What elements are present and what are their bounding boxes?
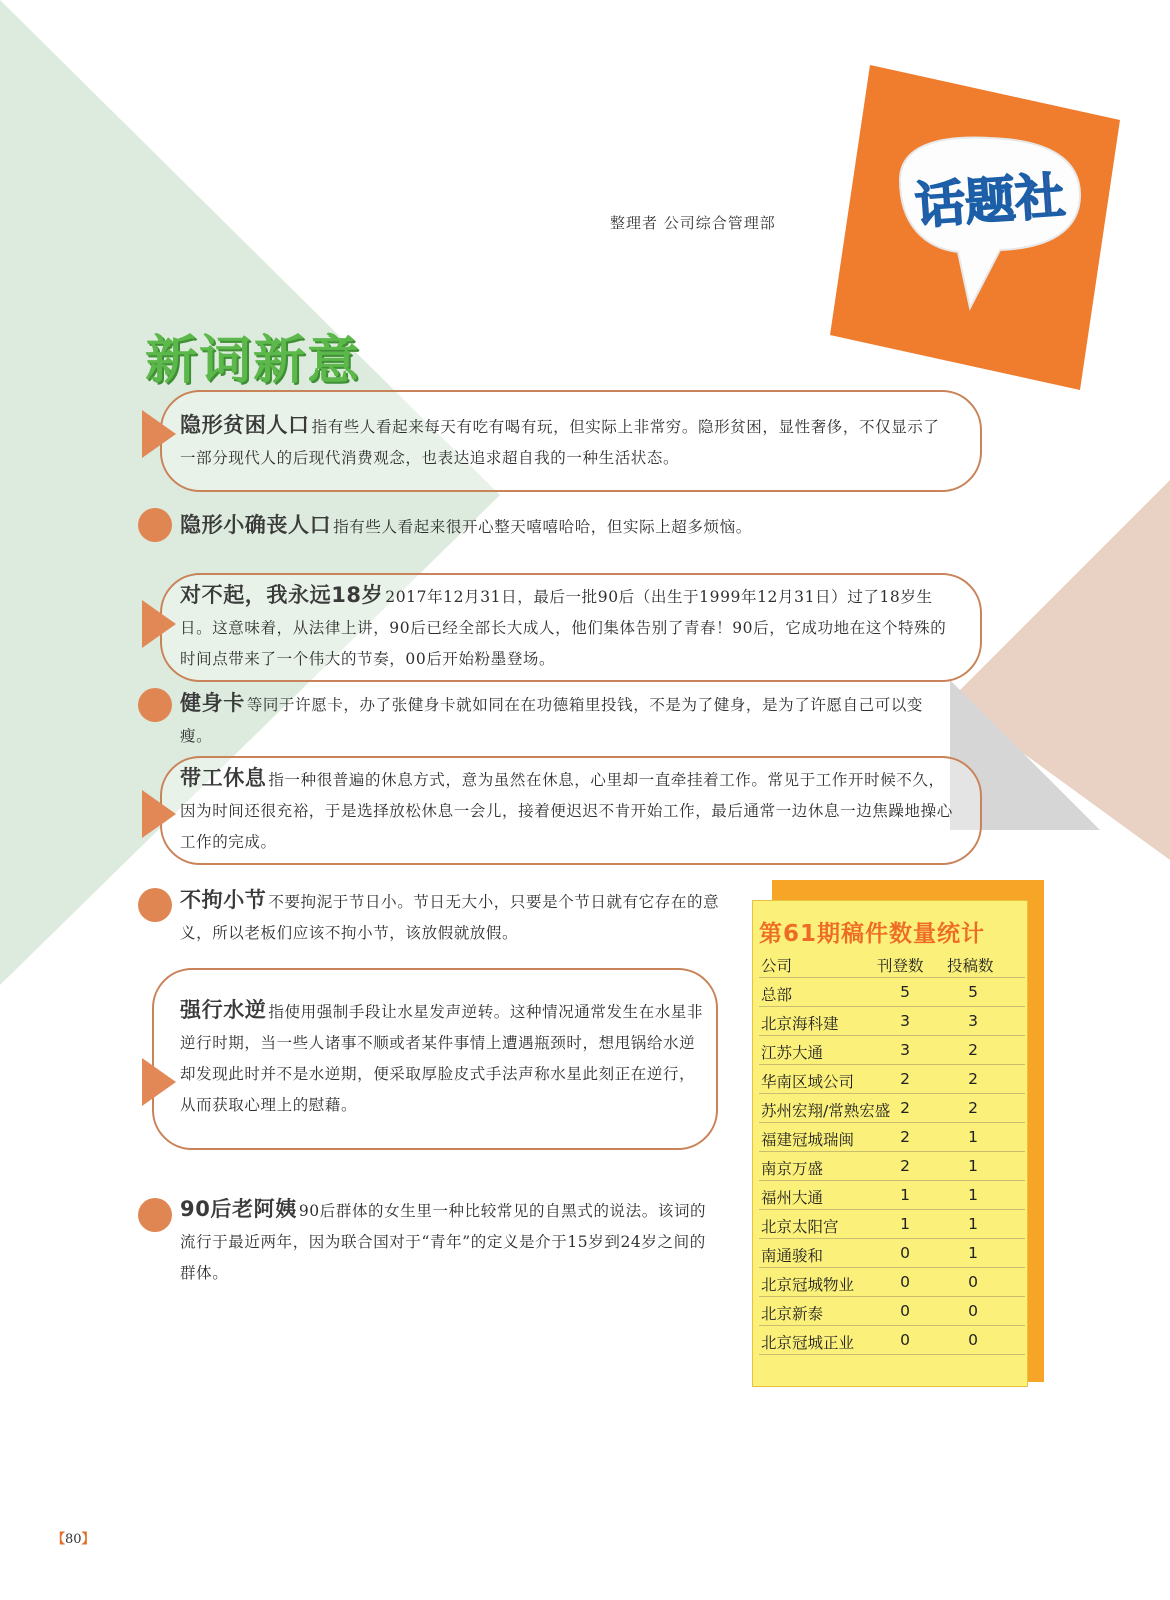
row-published: 0 (900, 1302, 910, 1320)
row-company: 南通骏和 (761, 1247, 824, 1265)
row-published: 2 (900, 1157, 910, 1175)
row-published: 0 (900, 1273, 910, 1291)
entry-term: 强行水逆 (180, 998, 267, 1022)
entry-term: 隐形小确丧人口 (180, 513, 332, 537)
entry-text: 指有些人看起来很开心整天嘻嘻哈哈，但实际上超多烦恼。 (333, 518, 752, 536)
row-submitted: 1 (968, 1157, 978, 1175)
row-published: 1 (900, 1186, 910, 1204)
row-submitted: 3 (968, 1012, 978, 1030)
row-submitted: 0 (968, 1302, 978, 1320)
entry-term: 带工休息 (180, 766, 267, 790)
row-submitted: 2 (968, 1070, 978, 1088)
table-row (759, 1209, 1025, 1239)
row-company: 苏州宏翔/常熟宏盛 (761, 1102, 891, 1120)
header-published: 刊登数 (877, 957, 924, 975)
speech-bubble-icon (830, 60, 1130, 390)
header-submitted: 投稿数 (947, 957, 994, 975)
row-submitted: 1 (968, 1244, 978, 1262)
bullet-dot-icon (138, 508, 172, 542)
pointer-arrow-icon (142, 410, 176, 458)
entry-text: 90后群体的女生里一种比较常见的自黑式的说法。该词的流行于最近两年，因为联合国对于“青年”的定义是介于15岁到24岁之间的群体。 (180, 1202, 707, 1282)
section-title: 新词新意 (145, 331, 362, 391)
table-row (759, 1035, 1025, 1065)
table-row (759, 1296, 1025, 1326)
row-company: 福州大通 (761, 1189, 824, 1207)
row-company: 江苏大通 (761, 1044, 824, 1062)
entry-term: 90后老阿姨 (180, 1197, 297, 1221)
entry-text: 等同于许愿卡，办了张健身卡就如同在在功德箱里投钱，不是为了健身，是为了许愿自己可以变瘦。 (180, 696, 924, 745)
table-row (759, 1267, 1025, 1297)
table-row (759, 1093, 1025, 1123)
entry-1 (180, 410, 950, 474)
row-company: 北京冠城正业 (761, 1334, 855, 1352)
pointer-arrow-icon (142, 790, 176, 838)
row-company: 北京海科建 (761, 1015, 839, 1033)
entry-text: 指一种很普遍的休息方式，意为虽然在休息，心里却一直牵挂着工作。常见于工作开时候不久，因为时间还很充裕，于是选择放松休息一会儿，接着便迟迟不肯开始工作，最后通常一边休息一边焦躁地操心工作的完成。 (180, 771, 953, 851)
bullet-dot-icon (138, 1198, 172, 1232)
row-company: 南京万盛 (761, 1160, 824, 1178)
stats-header (759, 948, 1025, 978)
entry-7 (180, 995, 710, 1121)
table-row (759, 977, 1025, 1007)
entry-3 (180, 580, 955, 675)
entry-text: 不要拘泥于节日小。节日无大小，只要是个节日就有它存在的意义，所以老板们应该不拘小节，该放假就放假。 (180, 893, 720, 942)
logo (830, 60, 1130, 390)
bullet-dot-icon (138, 688, 172, 722)
bullet-dot-icon (138, 888, 172, 922)
row-submitted: 1 (968, 1128, 978, 1146)
row-published: 2 (900, 1070, 910, 1088)
row-published: 5 (900, 983, 910, 1001)
table-row (759, 1064, 1025, 1094)
row-submitted: 2 (968, 1041, 978, 1059)
row-published: 1 (900, 1215, 910, 1233)
row-submitted: 1 (968, 1186, 978, 1204)
table-row (759, 1006, 1025, 1036)
row-submitted: 1 (968, 1215, 978, 1233)
row-company: 总部 (761, 986, 793, 1004)
table-row (759, 1151, 1025, 1181)
row-published: 2 (900, 1128, 910, 1146)
entry-text: 2017年12月31日，最后一批90后（出生于1999年12月31日）过了18岁生日。这意味着，从法律上讲，90后已经全部长大成人，他们集体告别了青春！90后，它成功地在这个特殊的时间点带来了一个伟大的节奏，00后开始粉墨登场。 (180, 588, 947, 668)
row-company: 北京新泰 (761, 1305, 824, 1323)
table-row (759, 1325, 1025, 1355)
entry-text: 指使用强制手段让水星发声逆转。这种情况通常发生在水星非逆行时期，当一些人诸事不顺或者某件事情上遭遇瓶颈时，想甩锅给水逆却发现此时并不是水逆期，便采取厚脸皮式手法声称水星此刻正在逆行，从而获取心理上的慰藉。 (180, 1003, 704, 1114)
entry-6 (180, 885, 725, 949)
entry-term: 不拘小节 (180, 888, 267, 912)
row-published: 0 (900, 1331, 910, 1349)
entry-5 (180, 763, 955, 858)
entry-term: 健身卡 (180, 691, 245, 715)
entry-term: 隐形贫困人口 (180, 413, 310, 437)
page-number-value: 80 (65, 1532, 82, 1547)
row-submitted: 5 (968, 983, 978, 1001)
row-published: 2 (900, 1099, 910, 1117)
logo-text: 话题社 (913, 166, 1067, 236)
table-row (759, 1180, 1025, 1210)
pointer-arrow-icon (142, 600, 176, 648)
page-number: 【80】 (52, 1532, 95, 1547)
row-published: 3 (900, 1012, 910, 1030)
row-company: 北京太阳宫 (761, 1218, 839, 1236)
entry-8 (180, 1194, 710, 1289)
pointer-arrow-icon (142, 1058, 176, 1106)
row-published: 0 (900, 1244, 910, 1262)
stats-table (752, 900, 1028, 1387)
row-submitted: 0 (968, 1273, 978, 1291)
row-company: 北京冠城物业 (761, 1276, 855, 1294)
row-published: 3 (900, 1041, 910, 1059)
row-company: 福建冠城瑞闽 (761, 1131, 855, 1149)
row-submitted: 2 (968, 1099, 978, 1117)
header-company: 公司 (761, 957, 793, 975)
row-company: 华南区域公司 (761, 1073, 855, 1091)
entry-4 (180, 688, 955, 752)
entry-term: 对不起，我永远18岁 (180, 583, 384, 607)
entry-2 (180, 510, 960, 543)
stats-title: 第61期稿件数量统计 (759, 921, 986, 947)
table-row (759, 1238, 1025, 1268)
table-row (759, 1122, 1025, 1152)
row-submitted: 0 (968, 1331, 978, 1349)
entry-text: 指有些人看起来每天有吃有喝有玩，但实际上非常穷。隐形贫困，显性奢侈，不仅显示了一部分现代人的后现代消费观念，也表达追求超自我的一种生活状态。 (180, 418, 940, 467)
byline: 整理者 公司综合管理部 (610, 214, 776, 232)
